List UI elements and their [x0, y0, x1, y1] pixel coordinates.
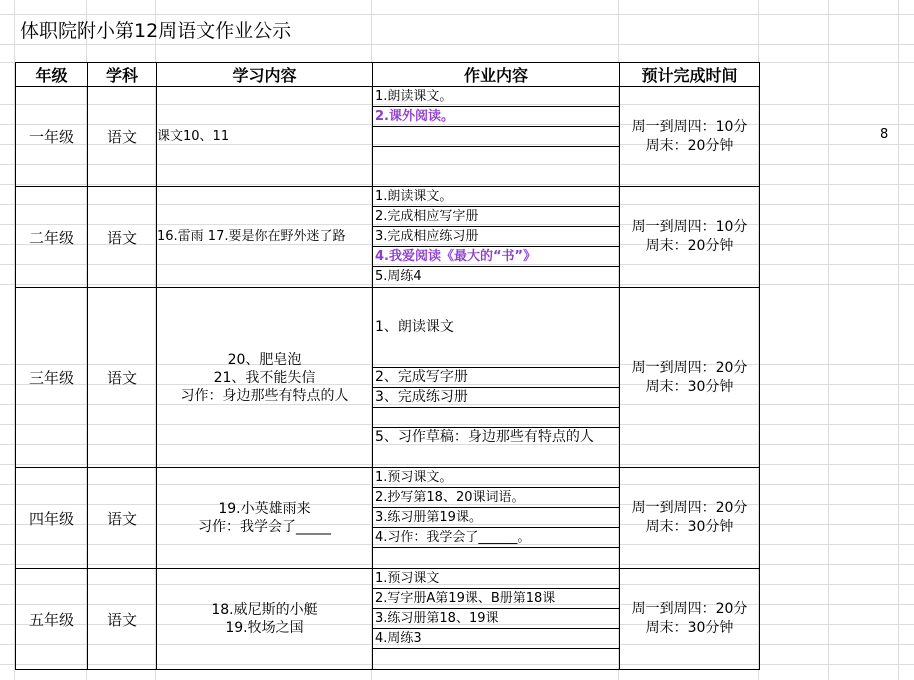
gridline — [828, 0, 829, 680]
homework-line-highlight: 4.我爱阅读《最大的“书”》 — [373, 247, 619, 267]
header-time[interactable]: 预计完成时间 — [620, 63, 760, 87]
homework-line: 4.习作：我学会了______。 — [373, 528, 619, 548]
time-cell[interactable] — [620, 468, 760, 569]
time-weekday: 周一到周四：20分 — [631, 500, 748, 516]
subject-cell[interactable]: 语文 — [88, 468, 157, 569]
homework-cell[interactable] — [373, 87, 620, 187]
time-cell[interactable] — [620, 187, 760, 288]
homework-line — [373, 408, 619, 428]
table-row — [16, 288, 760, 468]
time-weekend: 周末：20分钟 — [645, 238, 734, 254]
content-line: 20、肥皂泡 — [227, 351, 302, 368]
content-line: 19.牧场之国 — [225, 620, 304, 636]
homework-line: 4.周练3 — [373, 629, 619, 649]
content-cell[interactable] — [157, 87, 373, 187]
homework-line: 3.练习册第19课。 — [373, 508, 619, 528]
homework-line — [373, 649, 619, 669]
content-cell[interactable] — [157, 288, 373, 468]
content-line: 18.威尼斯的小艇 — [211, 602, 318, 618]
homework-line: 2.写字册A第19课、B册第18课 — [373, 589, 619, 609]
homework-line: 5.周练4 — [375, 269, 422, 284]
subject-cell[interactable]: 语文 — [88, 187, 157, 288]
time-cell[interactable] — [620, 288, 760, 468]
homework-line — [373, 548, 619, 568]
homework-table — [15, 62, 760, 670]
header-grade[interactable]: 年级 — [16, 63, 88, 87]
content-cell[interactable] — [157, 468, 373, 569]
time-weekend: 周末：30分钟 — [645, 378, 734, 395]
homework-line: 5、习作草稿：身边那些有特点的人 — [375, 429, 594, 445]
homework-line: 2.抄写第18、20课词语。 — [373, 488, 619, 508]
homework-line — [373, 127, 619, 147]
homework-line: 1.预习课文 — [373, 569, 619, 589]
homework-line: 2、完成写字册 — [373, 368, 619, 388]
content-line: 课文10、11 — [157, 128, 230, 144]
homework-cell[interactable] — [373, 288, 620, 468]
homework-cell[interactable] — [373, 569, 620, 670]
homework-line: 3.完成相应练习册 — [373, 227, 619, 247]
content-line: 16.雷雨 17.要是你在野外迷了路 — [157, 229, 346, 244]
homework-line: 1.预习课文。 — [373, 468, 619, 488]
time-weekend: 周末：30分钟 — [645, 519, 734, 535]
homework-line — [373, 147, 619, 167]
time-weekday: 周一到周四：20分 — [631, 601, 748, 617]
time-weekend: 周末：30分钟 — [645, 620, 734, 636]
time-weekday: 周一到周四：10分 — [631, 219, 748, 235]
time-weekend: 周末：20分钟 — [645, 137, 734, 154]
homework-line-highlight: 2.课外阅读。 — [373, 107, 619, 127]
time-cell[interactable] — [620, 87, 760, 187]
time-cell[interactable] — [620, 569, 760, 670]
homework-line: 3.练习册第18、19课 — [373, 609, 619, 629]
subject-cell[interactable]: 语文 — [88, 87, 157, 187]
gridline — [0, 44, 914, 45]
grade-cell[interactable]: 二年级 — [16, 187, 88, 288]
homework-line: 1.朗读课文。 — [373, 87, 619, 107]
sheet-title[interactable]: 体职院附小第12周语文作业公示 — [20, 20, 292, 42]
header-homework[interactable]: 作业内容 — [373, 63, 620, 87]
subject-cell[interactable]: 语文 — [88, 569, 157, 670]
table-row — [16, 569, 760, 670]
content-cell[interactable] — [157, 569, 373, 670]
side-number-cell[interactable]: 8 — [880, 127, 889, 142]
content-line: 19.小英雄雨来 — [218, 501, 311, 517]
header-row — [16, 63, 760, 87]
table-row — [16, 468, 760, 569]
homework-cell[interactable] — [373, 468, 620, 569]
content-line: 21、我不能失信 — [213, 369, 316, 386]
table-row — [16, 187, 760, 288]
grade-cell[interactable]: 一年级 — [16, 87, 88, 187]
homework-line: 1.朗读课文。 — [373, 187, 619, 207]
header-content[interactable]: 学习内容 — [157, 63, 373, 87]
content-line: 习作：身边那些有特点的人 — [180, 387, 349, 404]
content-line: 习作：我学会了_____ — [198, 519, 331, 535]
homework-line: 3、完成练习册 — [373, 388, 619, 408]
gridline — [898, 0, 899, 680]
content-cell[interactable] — [157, 187, 373, 288]
grade-cell[interactable]: 三年级 — [16, 288, 88, 468]
grade-cell[interactable]: 四年级 — [16, 468, 88, 569]
time-weekday: 周一到周四：20分 — [631, 359, 748, 376]
table-row — [16, 87, 760, 187]
gridline — [0, 14, 914, 15]
homework-cell[interactable] — [373, 187, 620, 288]
homework-line: 1、朗读课文 — [373, 288, 619, 368]
homework-line: 2.完成相应写字册 — [373, 207, 619, 227]
grade-cell[interactable]: 五年级 — [16, 569, 88, 670]
time-weekday: 周一到周四：10分 — [631, 118, 748, 135]
header-subject[interactable]: 学科 — [88, 63, 157, 87]
subject-cell[interactable]: 语文 — [88, 288, 157, 468]
